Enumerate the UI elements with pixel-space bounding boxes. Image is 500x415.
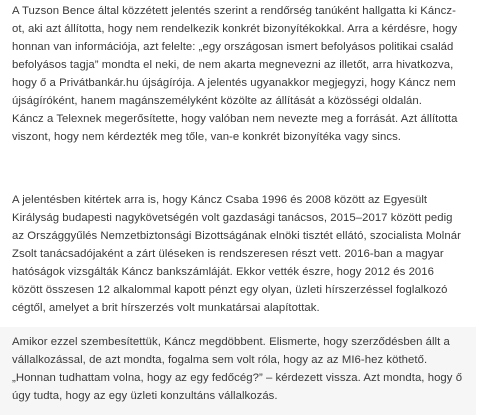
article-paragraph: Káncz a Telexnek megerősítette, hogy valóban nem nevezte meg a forrását. Azt állította viszont, hogy nem kérdezték meg tőle, van-e konkrét bizonyítéka vagy sincs. — [12, 113, 458, 143]
highlighted-paragraph-block — [0, 327, 476, 415]
article-paragraph: A jelentésben kitértek arra is, hogy Káncz Csaba 1996 és 2008 között az Egyesült Királyság budapesti nagykövetségén volt gazdasági tanácsos, 2015–2017 között pedig az Országgyűlés Nemzetbiztonsági Bizottságának elnöki tisztét ellátó, szocialista Molnár Zsolt tanácsadójaként a zárt üléseken is rendszeresen részt vett. 2016-ban a magyar hatóságok vizsgálták Káncz bankszámláját. Ekkor vették észre, hogy 2012 és 2016 között összesen 12 alkalommal kapott pénzt egy olyan, üzleti hírszerzéssel foglalkozó cégtől, amelyet a brit hírszerzés volt munkatársai alapítottak. — [12, 194, 461, 314]
paragraph-block-3 — [0, 191, 476, 317]
paragraph-block-1 — [0, 2, 476, 110]
article-paragraph: Amikor ezzel szembesítettük, Káncz megdöbbent. Elismerte, hogy szerződésben állt a vállalkozással, de azt mondta, fogalma sem volt róla, hogy az az MI6-hez köthető. „Honnan tudhattam volna, hogy az egy fedőcég?” – kérdezett vissza. Azt mondta, hogy ő úgy tudta, hogy az egy üzleti konzultáns vállalkozás. — [12, 336, 463, 402]
article-paragraph: A Tuzson Bence által közzétett jelentés szerint a rendőrség tanúként hallgatta ki Kánczot, aki azt állította, hogy nem rendelkezik konkrét bizonyítékokkal. Arra a kérdésre, hogy honnan van információja, azt felelte: „egy országosan ismert befolyásos politikai család befolyásos tagja” mondta el neki, de nem akarta megnevezni az illetőt, arra hivatkozva, hogy ő a Privátbankár.hu újságírója. A jelentés ugyanakkor megjegyzi, hogy Káncz nem újságíróként, hanem magánszemélyként közölte az állítását a közösségi oldalán. — [12, 5, 458, 107]
paragraph-block-2 — [0, 110, 476, 146]
